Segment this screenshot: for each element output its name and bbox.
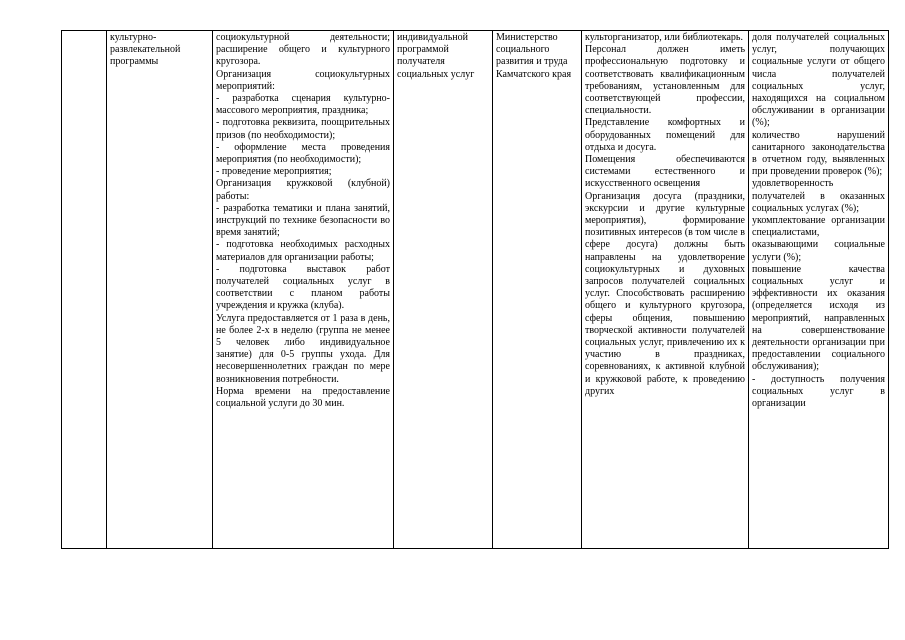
indicator-paragraph: повышение качества социальных услуг и эффективности их оказания (определяется исходя из мероприятий, направленных на совершенствование деятельности организации при предоставлении социального обслуживания);	[752, 263, 885, 373]
content-paragraph: - подготовка реквизита, поощрительных призов (по необходимости);	[216, 117, 390, 141]
indicator-paragraph: удовлетворенность получателей в оказанных социальных услугах (%);	[752, 178, 885, 214]
services-table	[61, 30, 889, 549]
content-paragraph: Услуга предоставляется от 1 раза в день, не более 2-х в неделю (группа не менее 5 человек либо индивидуальное занятие) для 0-5 группы ухода. Для несовершеннолетних граждан по мере возникновения потребности.	[216, 312, 390, 385]
cell-ministry: Министерство социального развития и труда Камчатского края	[493, 31, 582, 549]
indicator-paragraph: доля получателей социальных услуг, получающих социальные услуги от общего числа получателей социальных услуг, находящихся на социальном обслуживании в организации (%);	[752, 32, 885, 129]
content-paragraph: - проведение мероприятия;	[216, 166, 332, 178]
indicator-paragraph: укомплектование организации специалистами, оказывающими социальные услуги (%);	[752, 215, 885, 263]
content-paragraph: Организация кружковой (клубной) работы:	[216, 178, 390, 202]
indicator-paragraph: количество нарушений санитарного законодательства в отчетном году, выявленных при проведении проверок (%);	[752, 129, 885, 178]
content-paragraph: - разработка сценария культурно-массового мероприятия, праздника;	[216, 93, 390, 117]
cell-number	[62, 31, 107, 549]
content-paragraph: - разработка тематики и плана занятий, инструкций по технике безопасности во время занятий;	[216, 202, 390, 239]
conditions-paragraph: культорганизатор, или библиотекарь.	[585, 32, 743, 43]
cell-service-content	[213, 31, 394, 549]
content-paragraph: Организация социокультурных мероприятий:	[216, 68, 390, 92]
content-paragraph: - оформление места проведения мероприятия (по необходимости);	[216, 141, 390, 166]
cell-basis: индивидуальной программой получателя социальных услуг	[394, 31, 493, 549]
conditions-paragraph: Персонал должен иметь профессиональную подготовку и соответствовать квалификационным требованиям, установленным для соответствующей профессии, специальности.	[585, 44, 745, 117]
indicator-paragraph: - доступность получения социальных услуг в организации	[752, 373, 885, 410]
content-paragraph: Норма времени на предоставление социальной услуги до 30 мин.	[216, 385, 390, 410]
conditions-paragraph: Помещения обеспечиваются системами естественного и искусственного освещения	[585, 154, 745, 190]
cell-indicators	[749, 31, 889, 549]
cell-conditions	[582, 31, 749, 549]
content-paragraph: социокультурной деятельности; расширение общего и культурного кругозора.	[216, 32, 390, 68]
content-paragraph: - подготовка необходимых расходных материалов для организации работы;	[216, 239, 390, 263]
cell-service-name: культурно-развлекательной программы	[107, 31, 213, 549]
conditions-paragraph: Организация досуга (праздники, экскурсии и другие культурные мероприятия), формирование позитивных интересов (в том числе в сфере досуга) должны быть направлены на удовлетворение социокультурных и духовных запросов получателей социальных услуг. Способствовать расширению общего и культурного кругозора, сферы общения, повышению творческой активности получателей социальных услуг, привлечению их к участию в праздниках, соревнованиях, к активной клубной и кружковой работе, к проведению других	[585, 190, 745, 397]
table-row	[62, 31, 889, 549]
content-paragraph: - подготовка выставок работ получателей социальных услуг в соответствии с планом работы учреждения и кружка (клуба).	[216, 263, 390, 312]
conditions-paragraph: Представление комфортных и оборудованных помещений для отдыха и досуга.	[585, 117, 745, 153]
